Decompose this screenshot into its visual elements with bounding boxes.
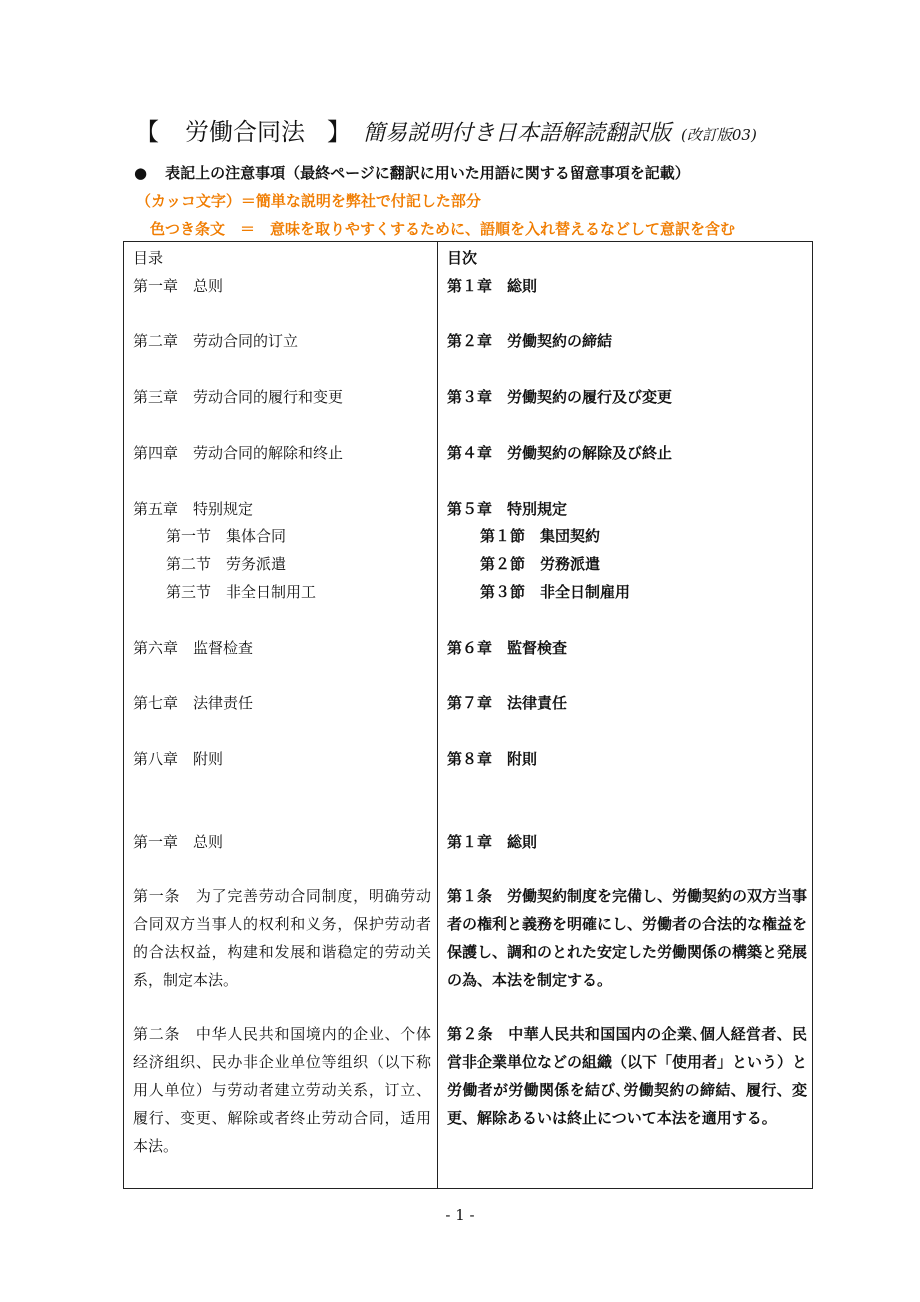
toc-item-zh: 第一章 总则 — [133, 277, 224, 295]
toc-heading-zh: 目录 — [133, 249, 164, 267]
toc-section-ja: 第３節 非全日制雇用 — [480, 583, 631, 601]
toc-item-ja: 第８章 附則 — [447, 750, 538, 768]
note-line-2: （カッコ文字）＝簡単な説明を弊社で付記した部分 — [136, 192, 481, 210]
toc-item-ja: 第７章 法律責任 — [447, 694, 568, 712]
note-text-1: 表記上の注意事項（最終ページに翻訳に用いた用語に関する留意事項を記載） — [165, 164, 690, 182]
bilingual-table — [123, 241, 813, 1189]
toc-section-ja: 第１節 集団契約 — [480, 527, 601, 545]
toc-item-zh: 第五章 特别规定 — [133, 500, 254, 518]
toc-item-ja: 第６章 監督検査 — [447, 639, 568, 657]
law-name: 労働合同法 — [185, 118, 305, 146]
note-line-3: 色つき条文 ＝ 意味を取りやすくするために、語順を入れ替えるなどして意訳を含む — [150, 220, 736, 238]
toc-item-ja: 第４章 労働契約の解除及び終止 — [447, 444, 673, 462]
chapter-heading-ja: 第１章 総則 — [447, 833, 538, 851]
note-line-1 — [134, 161, 735, 189]
toc-item-ja: 第５章 特別規定 — [447, 500, 568, 518]
notation-notes — [134, 161, 735, 245]
page-number: - 1 - — [445, 1206, 475, 1224]
toc-item-zh: 第三章 劳动合同的履行和变更 — [133, 388, 344, 406]
toc-section-zh: 第二节 劳务派遣 — [166, 555, 287, 573]
title-close-bracket: 】 — [327, 118, 351, 146]
title-subtitle: 簡易説明付き日本語解読翻訳版 — [363, 121, 672, 146]
title-open-bracket: 【 — [135, 118, 159, 146]
article-1-ja: 第１条 労働契約制度を完備し、労働契約の双方当事者の権利と義務を明確にし、労働者の合法的な権益を保護し、調和のとれた安定した労働関係の構築と発展の為、本法を制定する。 — [447, 887, 808, 989]
article-1-zh: 第一条 为了完善劳动合同制度，明确劳动合同双方当事人的权利和义务，保护劳动者的合法权益，构建和发展和谐稳定的劳动关系，制定本法。 — [133, 887, 431, 989]
toc-section-ja: 第２節 労務派遣 — [480, 555, 601, 573]
column-divider — [437, 242, 438, 1188]
toc-heading-ja: 目次 — [447, 249, 478, 267]
toc-section-zh: 第一节 集体合同 — [166, 527, 287, 545]
toc-item-zh: 第八章 附则 — [133, 750, 224, 768]
toc-item-ja: 第２章 労働契約の締結 — [447, 332, 613, 350]
chapter-heading-zh: 第一章 总则 — [133, 833, 224, 851]
toc-section-zh: 第三节 非全日制用工 — [166, 583, 317, 601]
article-2-zh: 第二条 中华人民共和国境内的企业、个体经济组织、民办非企业单位等组织（以下称用人单位）与劳动者建立劳动关系，订立、履行、变更、解除或者终止劳动合同，适用本法。 — [133, 1025, 431, 1155]
toc-item-zh: 第七章 法律责任 — [133, 694, 254, 712]
bullet-icon: ● — [134, 164, 148, 182]
title-version: (改訂版03) — [681, 126, 757, 144]
toc-item-zh: 第六章 监督检查 — [133, 639, 254, 657]
toc-item-ja: 第３章 労働契約の履行及び変更 — [447, 388, 673, 406]
article-2-ja: 第２条 中華人民共和国国内の企業､個人経営者、民営非企業単位などの組織（以下「使用者」という）と労働者が労働関係を結び､労働契約の締結、履行、変更、解除あるいは終止について本法を適用する。 — [447, 1025, 808, 1127]
toc-item-zh: 第二章 劳动合同的订立 — [133, 332, 299, 350]
document-title — [135, 112, 757, 147]
toc-item-ja: 第１章 総則 — [447, 277, 538, 295]
toc-item-zh: 第四章 劳动合同的解除和终止 — [133, 444, 344, 462]
